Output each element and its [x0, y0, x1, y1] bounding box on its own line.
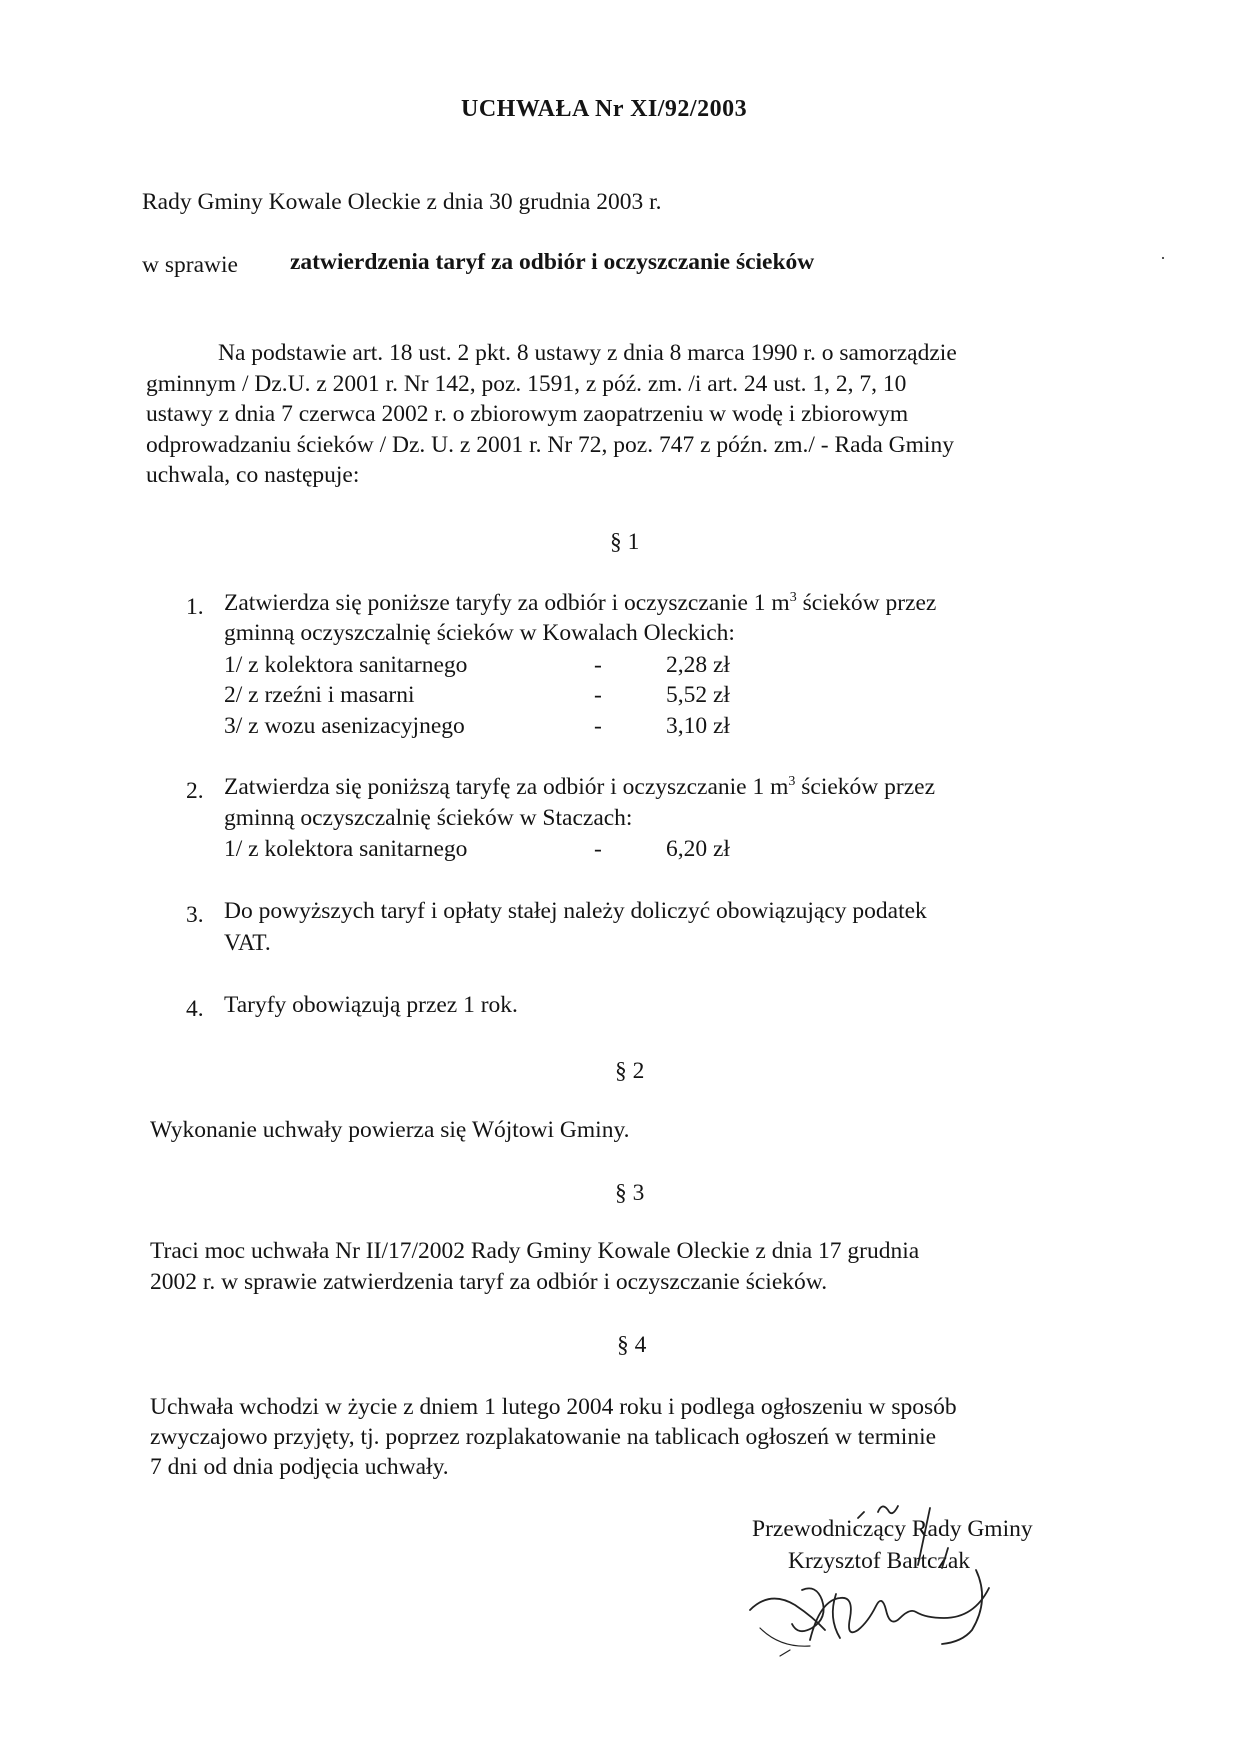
signatory-role: Przewodniczący Rady Gminy — [752, 1516, 1033, 1542]
validity-note: Taryfy obowiązują przez 1 rok. — [224, 992, 518, 1018]
tariff-item-1-line-2: gminną oczyszczalnię ścieków w Kowalach Oleckich: — [224, 620, 735, 646]
issuer-line: Rady Gminy Kowale Oleckie z dnia 30 grudnia 2003 r. — [142, 189, 662, 215]
vat-note-line-1: Do powyższych taryf i opłaty stałej należy doliczyć obowiązujący podatek — [224, 898, 927, 924]
legal-basis-line: Na podstawie art. 18 ust. 2 pkt. 8 ustawy z dnia 8 marca 1990 r. o samorządzie — [218, 340, 957, 366]
vat-note-line-2: VAT. — [224, 930, 271, 956]
tariff-item-2-line-1 — [224, 772, 935, 803]
rate-dash: - — [594, 682, 602, 708]
rate-row — [224, 680, 764, 710]
list-number: 1. — [186, 594, 204, 620]
legal-basis-line: odprowadzaniu ścieków / Dz. U. z 2001 r. Nr 72, poz. 747 z późn. zm./ - Rada Gminy — [146, 431, 954, 458]
rate-row — [224, 834, 764, 864]
tariff-item-1-text: Zatwierdza się poniższe taryfy za odbiór i oczyszczanie 1 m — [224, 590, 790, 616]
signatory-name: Krzysztof Bartczak — [788, 1548, 971, 1574]
section-3-heading: § 3 — [615, 1180, 645, 1206]
section-3-line: Traci moc uchwała Nr II/17/2002 Rady Gminy Kowale Oleckie z dnia 17 grudnia — [150, 1238, 920, 1264]
section-2-text: Wykonanie uchwały powierza się Wójtowi Gminy. — [150, 1117, 630, 1143]
handwritten-signature — [740, 1490, 1060, 1660]
rate-value: 2,28 zł — [666, 652, 730, 678]
list-number: 2. — [186, 778, 204, 804]
rate-label: 3/ z wozu asenizacyjnego — [224, 713, 465, 739]
subject-title: zatwierdzenia taryf za odbiór i oczyszczanie ścieków — [290, 249, 815, 275]
section-1-heading: § 1 — [610, 529, 640, 555]
rate-label: 2/ z rzeźni i masarni — [224, 682, 415, 708]
rate-value: 6,20 zł — [666, 836, 730, 862]
tariff-item-2-text-end: ścieków przez — [795, 774, 936, 800]
section-4-line: 7 dni od dnia podjęcia uchwały. — [150, 1454, 449, 1480]
list-number: 4. — [186, 996, 204, 1022]
legal-basis-paragraph — [146, 338, 957, 491]
section-4-line: Uchwała wchodzi w życie z dniem 1 lutego 2004 roku i podlega ogłoszeniu w sposób — [150, 1394, 957, 1420]
rate-value: 5,52 zł — [666, 682, 730, 708]
legal-basis-line: gminnym / Dz.U. z 2001 r. Nr 142, poz. 1591, z póź. zm. /i art. 24 ust. 1, 2, 7, 10 — [146, 370, 907, 397]
section-4-heading: § 4 — [617, 1332, 647, 1358]
legal-basis-line: ustawy z dnia 7 czerwca 2002 r. o zbiorowym zaopatrzeniu w wodę i zbiorowym — [146, 401, 909, 427]
rate-label: 1/ z kolektora sanitarnego — [224, 836, 468, 862]
cubic-superscript: 3 — [789, 590, 797, 606]
rate-row — [224, 711, 764, 741]
rate-label: 1/ z kolektora sanitarnego — [224, 652, 468, 678]
rate-row — [224, 650, 764, 680]
document-title: UCHWAŁA Nr XI/92/2003 — [461, 96, 748, 122]
section-3-line: 2002 r. w sprawie zatwierdzenia taryf za odbiór i oczyszczanie ścieków. — [150, 1269, 828, 1295]
tariff-item-1-text-end: ścieków przez — [796, 590, 937, 616]
tariff-item-1-line-1 — [224, 588, 936, 619]
legal-basis-line: uchwala, co następuje: — [146, 462, 360, 488]
rate-value: 3,10 zł — [666, 713, 730, 739]
stray-scan-mark: · — [1160, 248, 1166, 268]
subject-prefix: w sprawie — [142, 252, 238, 278]
rate-dash: - — [594, 836, 602, 862]
section-4-line: zwyczajowo przyjęty, tj. poprzez rozplakatowanie na tablicach ogłoszeń w terminie — [150, 1424, 937, 1450]
rate-dash: - — [594, 713, 602, 739]
rate-dash: - — [594, 652, 602, 678]
tariff-item-2-line-2: gminną oczyszczalnię ścieków w Staczach: — [224, 805, 633, 831]
section-3-paragraph — [150, 1236, 919, 1298]
section-2-heading: § 2 — [615, 1058, 645, 1084]
list-number: 3. — [186, 902, 204, 928]
tariff-item-2-text: Zatwierdza się poniższą taryfę za odbiór i oczyszczanie 1 m — [224, 774, 789, 800]
section-4-paragraph — [150, 1392, 957, 1482]
cubic-superscript: 3 — [788, 774, 796, 790]
